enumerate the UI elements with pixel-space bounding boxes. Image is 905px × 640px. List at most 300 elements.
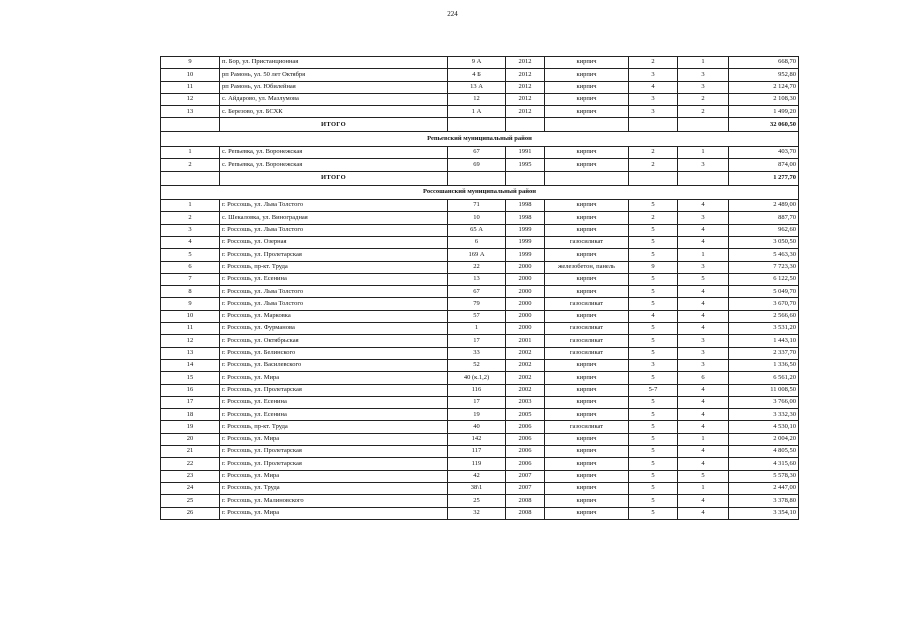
row-number: 12 <box>161 93 220 105</box>
house-number-cell: 67 <box>448 146 506 158</box>
year-built-cell: 2006 <box>506 446 545 458</box>
address-cell: с. Репьевка, ул. Воронежская <box>220 159 448 171</box>
wall-material-cell: кирпич <box>545 396 629 408</box>
floors-cell: 2 <box>629 212 678 224</box>
row-number: 25 <box>161 495 220 507</box>
table-row <box>161 93 799 105</box>
area-cell: 1 336,50 <box>729 359 799 371</box>
floors-cell: 4 <box>629 81 678 93</box>
empty-cell <box>629 171 678 185</box>
row-number: 11 <box>161 323 220 335</box>
row-number: 7 <box>161 273 220 285</box>
floors-cell: 2 <box>629 159 678 171</box>
wall-material-cell: кирпич <box>545 458 629 470</box>
year-built-cell: 2007 <box>506 470 545 482</box>
row-number: 4 <box>161 236 220 248</box>
floors-cell: 3 <box>629 69 678 81</box>
year-built-cell: 2012 <box>506 69 545 81</box>
floors-cell: 3 <box>629 106 678 118</box>
empty-cell <box>506 171 545 185</box>
house-number-cell: 32 <box>448 507 506 519</box>
floors-cell: 5 <box>629 458 678 470</box>
address-cell: г. Россошь, пр-кт. Труда <box>220 261 448 273</box>
entrances-cell: 3 <box>678 261 729 273</box>
house-number-cell: 6 <box>448 236 506 248</box>
year-built-cell: 2000 <box>506 286 545 298</box>
year-built-cell: 2007 <box>506 482 545 494</box>
area-cell: 2 004,20 <box>729 433 799 445</box>
entrances-cell: 3 <box>678 359 729 371</box>
area-cell: 3 050,50 <box>729 236 799 248</box>
total-row <box>161 118 799 132</box>
wall-material-cell: кирпич <box>545 482 629 494</box>
area-cell: 3 332,30 <box>729 409 799 421</box>
entrances-cell: 5 <box>678 273 729 285</box>
row-number: 1 <box>161 146 220 158</box>
table-row <box>161 106 799 118</box>
area-cell: 3 670,70 <box>729 298 799 310</box>
year-built-cell: 2008 <box>506 495 545 507</box>
wall-material-cell: кирпич <box>545 310 629 322</box>
house-number-cell: 40 (к.1,2) <box>448 372 506 384</box>
table-row <box>161 298 799 310</box>
row-number: 8 <box>161 286 220 298</box>
wall-material-cell: кирпич <box>545 81 629 93</box>
house-number-cell: 25 <box>448 495 506 507</box>
address-cell: г. Россошь, ул. Льва Толстого <box>220 286 448 298</box>
entrances-cell: 3 <box>678 212 729 224</box>
area-cell: 1 499,20 <box>729 106 799 118</box>
wall-material-cell: кирпич <box>545 57 629 69</box>
wall-material-cell: кирпич <box>545 286 629 298</box>
floors-cell: 5 <box>629 286 678 298</box>
year-built-cell: 2012 <box>506 93 545 105</box>
table-row <box>161 249 799 261</box>
area-cell: 668,70 <box>729 57 799 69</box>
area-cell: 2 489,00 <box>729 200 799 212</box>
area-cell: 3 354,10 <box>729 507 799 519</box>
row-number: 11 <box>161 81 220 93</box>
floors-cell: 4 <box>629 310 678 322</box>
wall-material-cell: кирпич <box>545 212 629 224</box>
wall-material-cell: кирпич <box>545 146 629 158</box>
address-cell: с. Репьевка, ул. Воронежская <box>220 146 448 158</box>
year-built-cell: 1998 <box>506 200 545 212</box>
table-row <box>161 69 799 81</box>
house-number-cell: 116 <box>448 384 506 396</box>
table-row <box>161 81 799 93</box>
address-cell: г. Россошь, пр-кт. Труда <box>220 421 448 433</box>
year-built-cell: 1999 <box>506 249 545 261</box>
total-label: ИТОГО <box>220 171 448 185</box>
year-built-cell: 2002 <box>506 347 545 359</box>
floors-cell: 5 <box>629 482 678 494</box>
empty-cell <box>448 118 506 132</box>
row-number: 23 <box>161 470 220 482</box>
row-number: 24 <box>161 482 220 494</box>
floors-cell: 3 <box>629 359 678 371</box>
address-cell: г. Россошь, ул. Октябрьская <box>220 335 448 347</box>
address-cell: г. Россошь, ул. Марковка <box>220 310 448 322</box>
area-cell: 4 805,50 <box>729 446 799 458</box>
floors-cell: 5 <box>629 323 678 335</box>
row-number: 2 <box>161 212 220 224</box>
row-number: 1 <box>161 200 220 212</box>
address-cell: г. Россошь, ул. Пролетарская <box>220 384 448 396</box>
year-built-cell: 2002 <box>506 359 545 371</box>
house-number-cell: 33 <box>448 347 506 359</box>
entrances-cell: 4 <box>678 323 729 335</box>
wall-material-cell: газосиликат <box>545 347 629 359</box>
floors-cell: 5 <box>629 446 678 458</box>
house-number-cell: 67 <box>448 286 506 298</box>
wall-material-cell: кирпич <box>545 359 629 371</box>
floors-cell: 5 <box>629 396 678 408</box>
entrances-cell: 1 <box>678 146 729 158</box>
address-cell: рп Рамонь, ул. Юбилейная <box>220 81 448 93</box>
row-number: 19 <box>161 421 220 433</box>
year-built-cell: 2006 <box>506 433 545 445</box>
table-row <box>161 482 799 494</box>
house-number-cell: 1 <box>448 323 506 335</box>
wall-material-cell: кирпич <box>545 495 629 507</box>
house-number-cell: 38\1 <box>448 482 506 494</box>
row-number: 12 <box>161 335 220 347</box>
section-title: Россошанский муниципальный район <box>161 185 799 200</box>
address-cell: г. Россошь, ул. Есенина <box>220 396 448 408</box>
year-built-cell: 2002 <box>506 372 545 384</box>
table-row <box>161 372 799 384</box>
entrances-cell: 2 <box>678 93 729 105</box>
floors-cell: 2 <box>629 57 678 69</box>
house-number-cell: 65 А <box>448 224 506 236</box>
floors-cell: 5 <box>629 298 678 310</box>
floors-cell: 5-7 <box>629 384 678 396</box>
row-number: 3 <box>161 224 220 236</box>
wall-material-cell: кирпич <box>545 409 629 421</box>
floors-cell: 5 <box>629 409 678 421</box>
table-row <box>161 409 799 421</box>
address-cell: г. Россошь, ул. Малиновского <box>220 495 448 507</box>
area-cell: 11 008,50 <box>729 384 799 396</box>
address-cell: г. Россошь, ул. Льва Толстого <box>220 224 448 236</box>
wall-material-cell: кирпич <box>545 106 629 118</box>
row-number: 2 <box>161 159 220 171</box>
entrances-cell: 1 <box>678 57 729 69</box>
table-row <box>161 236 799 248</box>
floors-cell: 5 <box>629 507 678 519</box>
address-cell: г. Россошь, ул. Льва Толстого <box>220 200 448 212</box>
address-cell: г. Россошь, ул. Василевского <box>220 359 448 371</box>
floors-cell: 2 <box>629 146 678 158</box>
table-row <box>161 421 799 433</box>
house-number-cell: 1 А <box>448 106 506 118</box>
house-number-cell: 71 <box>448 200 506 212</box>
table-row <box>161 507 799 519</box>
empty-cell <box>678 118 729 132</box>
floors-cell: 9 <box>629 261 678 273</box>
house-number-cell: 69 <box>448 159 506 171</box>
floors-cell: 5 <box>629 273 678 285</box>
row-number: 14 <box>161 359 220 371</box>
area-cell: 3 378,80 <box>729 495 799 507</box>
table-row <box>161 261 799 273</box>
entrances-cell: 4 <box>678 458 729 470</box>
section-header-row <box>161 185 799 200</box>
address-cell: г. Россошь, ул. Пролетарская <box>220 446 448 458</box>
year-built-cell: 2000 <box>506 298 545 310</box>
house-number-cell: 9 А <box>448 57 506 69</box>
row-number: 22 <box>161 458 220 470</box>
year-built-cell: 2006 <box>506 458 545 470</box>
address-cell: г. Россошь, ул. Труда <box>220 482 448 494</box>
year-built-cell: 2008 <box>506 507 545 519</box>
area-cell: 874,00 <box>729 159 799 171</box>
address-cell: с. Айдарово, ул. Мазлумова <box>220 93 448 105</box>
entrances-cell: 4 <box>678 236 729 248</box>
house-number-cell: 79 <box>448 298 506 310</box>
year-built-cell: 2006 <box>506 421 545 433</box>
empty-cell <box>448 171 506 185</box>
entrances-cell: 3 <box>678 81 729 93</box>
year-built-cell: 1999 <box>506 224 545 236</box>
area-cell: 6 122,50 <box>729 273 799 285</box>
row-number: 21 <box>161 446 220 458</box>
entrances-cell: 4 <box>678 310 729 322</box>
row-number: 26 <box>161 507 220 519</box>
entrances-cell: 3 <box>678 335 729 347</box>
page-number: 224 <box>447 10 458 18</box>
area-cell: 403,70 <box>729 146 799 158</box>
year-built-cell: 1991 <box>506 146 545 158</box>
house-number-cell: 4 Б <box>448 69 506 81</box>
year-built-cell: 2012 <box>506 106 545 118</box>
section-title: Репьевский муниципальный район <box>161 132 799 147</box>
floors-cell: 5 <box>629 224 678 236</box>
wall-material-cell: газосиликат <box>545 335 629 347</box>
area-cell: 5 049,70 <box>729 286 799 298</box>
row-number: 13 <box>161 106 220 118</box>
area-cell: 962,60 <box>729 224 799 236</box>
house-number-cell: 17 <box>448 396 506 408</box>
floors-cell: 5 <box>629 249 678 261</box>
empty-cell <box>506 118 545 132</box>
area-cell: 2 447,00 <box>729 482 799 494</box>
row-number: 15 <box>161 372 220 384</box>
area-cell: 4 315,60 <box>729 458 799 470</box>
address-cell: г. Россошь, ул. Мира <box>220 470 448 482</box>
row-number: 10 <box>161 310 220 322</box>
empty-cell <box>629 118 678 132</box>
table-row <box>161 347 799 359</box>
address-cell: г. Россошь, ул. Белинского <box>220 347 448 359</box>
address-cell: г. Россошь, ул. Пролетарская <box>220 458 448 470</box>
year-built-cell: 1995 <box>506 159 545 171</box>
floors-cell: 5 <box>629 200 678 212</box>
entrances-cell: 4 <box>678 409 729 421</box>
area-cell: 3 766,00 <box>729 396 799 408</box>
area-cell: 2 337,70 <box>729 347 799 359</box>
entrances-cell: 1 <box>678 249 729 261</box>
year-built-cell: 2012 <box>506 81 545 93</box>
table-row <box>161 335 799 347</box>
empty-cell <box>545 118 629 132</box>
wall-material-cell: газосиликат <box>545 323 629 335</box>
housing-register-table <box>160 56 799 520</box>
year-built-cell: 2000 <box>506 273 545 285</box>
entrances-cell: 4 <box>678 384 729 396</box>
address-cell: с. Шекаловка, ул. Виноградная <box>220 212 448 224</box>
floors-cell: 5 <box>629 372 678 384</box>
table-row <box>161 433 799 445</box>
row-number: 6 <box>161 261 220 273</box>
house-number-cell: 17 <box>448 335 506 347</box>
house-number-cell: 10 <box>448 212 506 224</box>
address-cell: п. Бор, ул. Пристанционная <box>220 57 448 69</box>
entrances-cell: 3 <box>678 69 729 81</box>
area-cell: 887,70 <box>729 212 799 224</box>
address-cell: г. Россошь, ул. Льва Толстого <box>220 298 448 310</box>
area-cell: 5 463,30 <box>729 249 799 261</box>
wall-material-cell: кирпич <box>545 93 629 105</box>
table-row <box>161 323 799 335</box>
table-row <box>161 200 799 212</box>
house-number-cell: 52 <box>448 359 506 371</box>
entrances-cell: 4 <box>678 507 729 519</box>
year-built-cell: 2012 <box>506 57 545 69</box>
table-body <box>161 57 799 520</box>
floors-cell: 5 <box>629 421 678 433</box>
entrances-cell: 5 <box>678 470 729 482</box>
entrances-cell: 1 <box>678 482 729 494</box>
house-number-cell: 40 <box>448 421 506 433</box>
floors-cell: 5 <box>629 470 678 482</box>
table-row <box>161 159 799 171</box>
year-built-cell: 2000 <box>506 261 545 273</box>
row-number: 9 <box>161 57 220 69</box>
area-cell: 6 561,20 <box>729 372 799 384</box>
section-header-row <box>161 132 799 147</box>
address-cell: рп Рамонь, ул. 50 лет Октября <box>220 69 448 81</box>
table-row <box>161 146 799 158</box>
year-built-cell: 2002 <box>506 384 545 396</box>
year-built-cell: 2000 <box>506 323 545 335</box>
house-number-cell: 57 <box>448 310 506 322</box>
address-cell: г. Россошь, ул. Озерная <box>220 236 448 248</box>
wall-material-cell: кирпич <box>545 200 629 212</box>
entrances-cell: 4 <box>678 224 729 236</box>
total-value: 1 277,70 <box>729 171 799 185</box>
year-built-cell: 2003 <box>506 396 545 408</box>
house-number-cell: 169 А <box>448 249 506 261</box>
address-cell: с. Березово, ул. БСХК <box>220 106 448 118</box>
table-row <box>161 446 799 458</box>
row-number: 17 <box>161 396 220 408</box>
wall-material-cell: кирпич <box>545 249 629 261</box>
table-row <box>161 224 799 236</box>
entrances-cell: 4 <box>678 396 729 408</box>
house-number-cell: 42 <box>448 470 506 482</box>
row-number: 20 <box>161 433 220 445</box>
total-label: ИТОГО <box>220 118 448 132</box>
table-row <box>161 458 799 470</box>
entrances-cell: 4 <box>678 421 729 433</box>
area-cell: 1 443,10 <box>729 335 799 347</box>
table-row <box>161 396 799 408</box>
area-cell: 4 530,10 <box>729 421 799 433</box>
wall-material-cell: кирпич <box>545 446 629 458</box>
table-row <box>161 470 799 482</box>
total-row <box>161 171 799 185</box>
wall-material-cell: газосиликат <box>545 421 629 433</box>
area-cell: 952,80 <box>729 69 799 81</box>
empty-cell <box>161 118 220 132</box>
address-cell: г. Россошь, ул. Есенина <box>220 409 448 421</box>
table-row <box>161 273 799 285</box>
house-number-cell: 22 <box>448 261 506 273</box>
wall-material-cell: железобетон, панель <box>545 261 629 273</box>
wall-material-cell: кирпич <box>545 470 629 482</box>
house-number-cell: 12 <box>448 93 506 105</box>
area-cell: 2 108,30 <box>729 93 799 105</box>
row-number: 10 <box>161 69 220 81</box>
year-built-cell: 1998 <box>506 212 545 224</box>
address-cell: г. Россошь, ул. Мира <box>220 507 448 519</box>
floors-cell: 5 <box>629 433 678 445</box>
entrances-cell: 3 <box>678 159 729 171</box>
table-row <box>161 495 799 507</box>
empty-cell <box>678 171 729 185</box>
year-built-cell: 2001 <box>506 335 545 347</box>
row-number: 9 <box>161 298 220 310</box>
entrances-cell: 4 <box>678 495 729 507</box>
address-cell: г. Россошь, ул. Есенина <box>220 273 448 285</box>
house-number-cell: 13 А <box>448 81 506 93</box>
table-row <box>161 286 799 298</box>
year-built-cell: 2005 <box>506 409 545 421</box>
row-number: 18 <box>161 409 220 421</box>
house-number-cell: 142 <box>448 433 506 445</box>
table-row <box>161 57 799 69</box>
floors-cell: 5 <box>629 495 678 507</box>
table-row <box>161 359 799 371</box>
entrances-cell: 4 <box>678 286 729 298</box>
wall-material-cell: кирпич <box>545 69 629 81</box>
address-cell: г. Россошь, ул. Пролетарская <box>220 249 448 261</box>
table-row <box>161 310 799 322</box>
floors-cell: 3 <box>629 93 678 105</box>
house-number-cell: 117 <box>448 446 506 458</box>
area-cell: 3 531,20 <box>729 323 799 335</box>
address-cell: г. Россошь, ул. Мира <box>220 433 448 445</box>
entrances-cell: 4 <box>678 200 729 212</box>
entrances-cell: 4 <box>678 446 729 458</box>
table-row <box>161 384 799 396</box>
wall-material-cell: газосиликат <box>545 298 629 310</box>
wall-material-cell: газосиликат <box>545 236 629 248</box>
total-value: 32 060,50 <box>729 118 799 132</box>
area-cell: 7 723,30 <box>729 261 799 273</box>
entrances-cell: 1 <box>678 433 729 445</box>
floors-cell: 5 <box>629 236 678 248</box>
house-number-cell: 19 <box>448 409 506 421</box>
row-number: 13 <box>161 347 220 359</box>
table-row <box>161 212 799 224</box>
wall-material-cell: кирпич <box>545 507 629 519</box>
empty-cell <box>161 171 220 185</box>
floors-cell: 5 <box>629 335 678 347</box>
house-number-cell: 13 <box>448 273 506 285</box>
